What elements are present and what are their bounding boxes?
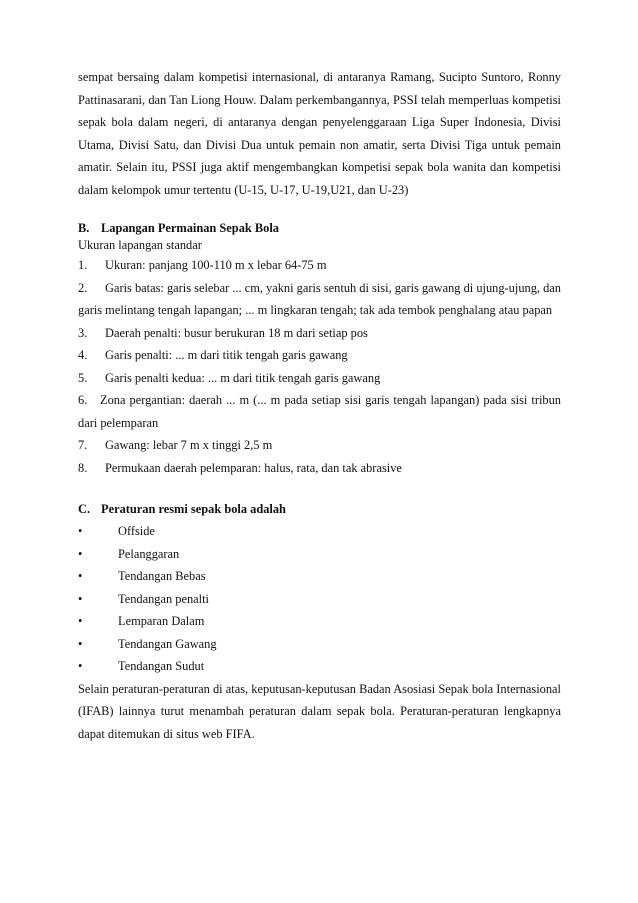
field-size-list <box>78 254 561 479</box>
section-b-number: B. <box>78 221 90 235</box>
list-item-number: 5. <box>78 370 88 385</box>
rules-list <box>78 520 561 678</box>
closing-paragraph: Selain peraturan-peraturan di atas, keputusan-keputusan Badan Asosiasi Sepak bola Internasional (IFAB) lainnya turut menambah peraturan dalam sepak bola. Peraturan-peraturan lengkapnya dapat ditemukan di situs web FIFA. <box>78 681 561 741</box>
list-item-text: Garis penalti: ... m dari titik tengah garis gawang <box>105 348 348 362</box>
list-item-number: 1. <box>78 258 88 272</box>
list-item <box>78 322 561 345</box>
list-item <box>78 367 561 390</box>
bullet-icon: • <box>78 614 83 628</box>
list-item-number: 2. <box>78 280 88 295</box>
list-item-text: Offside <box>118 524 155 538</box>
list-item <box>78 254 561 277</box>
document-page <box>78 66 561 745</box>
list-item-text: Tendangan Sudut <box>118 659 205 673</box>
list-item <box>78 520 561 543</box>
list-item-number: 6. <box>78 393 88 407</box>
section-c <box>78 498 561 745</box>
list-item-text: Tendangan Bebas <box>118 569 206 583</box>
list-item <box>78 389 561 434</box>
list-item-text: Tendangan penalti <box>118 591 209 606</box>
list-item <box>78 655 561 678</box>
list-item-text: Zona pergantian: daerah ... m (... m pada setiap sisi garis tengah lapangan) pada sisi tribun dari pelemparan <box>78 393 561 430</box>
list-item <box>78 565 561 588</box>
list-item-text: Gawang: lebar 7 m x tinggi 2,5 m <box>105 438 273 452</box>
list-item-text: Ukuran: panjang 100-110 m x lebar 64-75 m <box>105 258 327 272</box>
list-item-text: Daerah penalti: busur berukuran 18 m dari setiap pos <box>105 325 368 340</box>
list-item-text: Pelanggaran <box>118 546 180 561</box>
bullet-icon: • <box>78 524 83 538</box>
section-c-heading <box>78 498 561 520</box>
list-item-text: Lemparan Dalam <box>118 614 205 628</box>
list-item-number: 8. <box>78 460 88 475</box>
list-item <box>78 344 561 367</box>
list-item-text: Permukaan daerah pelemparan: halus, rata, dan tak abrasive <box>105 460 402 475</box>
list-item-number: 7. <box>78 438 88 452</box>
list-item <box>78 457 561 480</box>
section-b-subtitle: Ukuran lapangan standar <box>78 238 202 252</box>
list-item-text: Tendangan Gawang <box>118 636 217 651</box>
list-item-number: 3. <box>78 325 88 340</box>
list-item-text: Garis batas: garis selebar ... cm, yakni garis sentuh di sisi, garis gawang di ujung-ujung, dan garis melintang tengah lapangan; ... m lingkaran tengah; tak ada tembok penghalang atau papan <box>78 280 561 317</box>
section-b-title: Lapangan Permainan Sepak Bola <box>101 221 279 235</box>
list-item <box>78 277 561 322</box>
list-item <box>78 543 561 566</box>
intro-paragraph: sempat bersaing dalam kompetisi internasional, di antaranya Ramang, Sucipto Suntoro, Ronny Pattinasarani, dan Tan Liong Houw. Dalam perkembangannya, PSSI telah memperluas kompetisi sepak bola dalam negeri, di antaranya dengan penyelenggaraan Liga Super Indonesia, Divisi Utama, Divisi Satu, dan Divisi Dua untuk pemain non amatir, serta Divisi Tiga untuk pemain amatir. Selain itu, PSSI juga aktif mengembangkan kompetisi sepak bola wanita dan kompetisi dalam kelompok umur tertentu (U-15, U-17, U-19,U21, dan U-23) <box>78 70 561 197</box>
list-item-number: 4. <box>78 348 88 362</box>
bullet-icon: • <box>78 591 83 606</box>
list-item <box>78 610 561 633</box>
bullet-icon: • <box>78 659 83 673</box>
list-item <box>78 588 561 611</box>
section-c-title: Peraturan resmi sepak bola adalah <box>101 502 286 516</box>
section-c-number: C. <box>78 502 91 516</box>
bullet-icon: • <box>78 569 83 583</box>
list-item <box>78 633 561 656</box>
section-b <box>78 220 561 479</box>
list-item-text: Garis penalti kedua: ... m dari titik tengah garis gawang <box>105 370 381 385</box>
section-b-heading <box>78 220 561 236</box>
bullet-icon: • <box>78 546 83 561</box>
bullet-icon: • <box>78 636 83 651</box>
list-item <box>78 434 561 457</box>
